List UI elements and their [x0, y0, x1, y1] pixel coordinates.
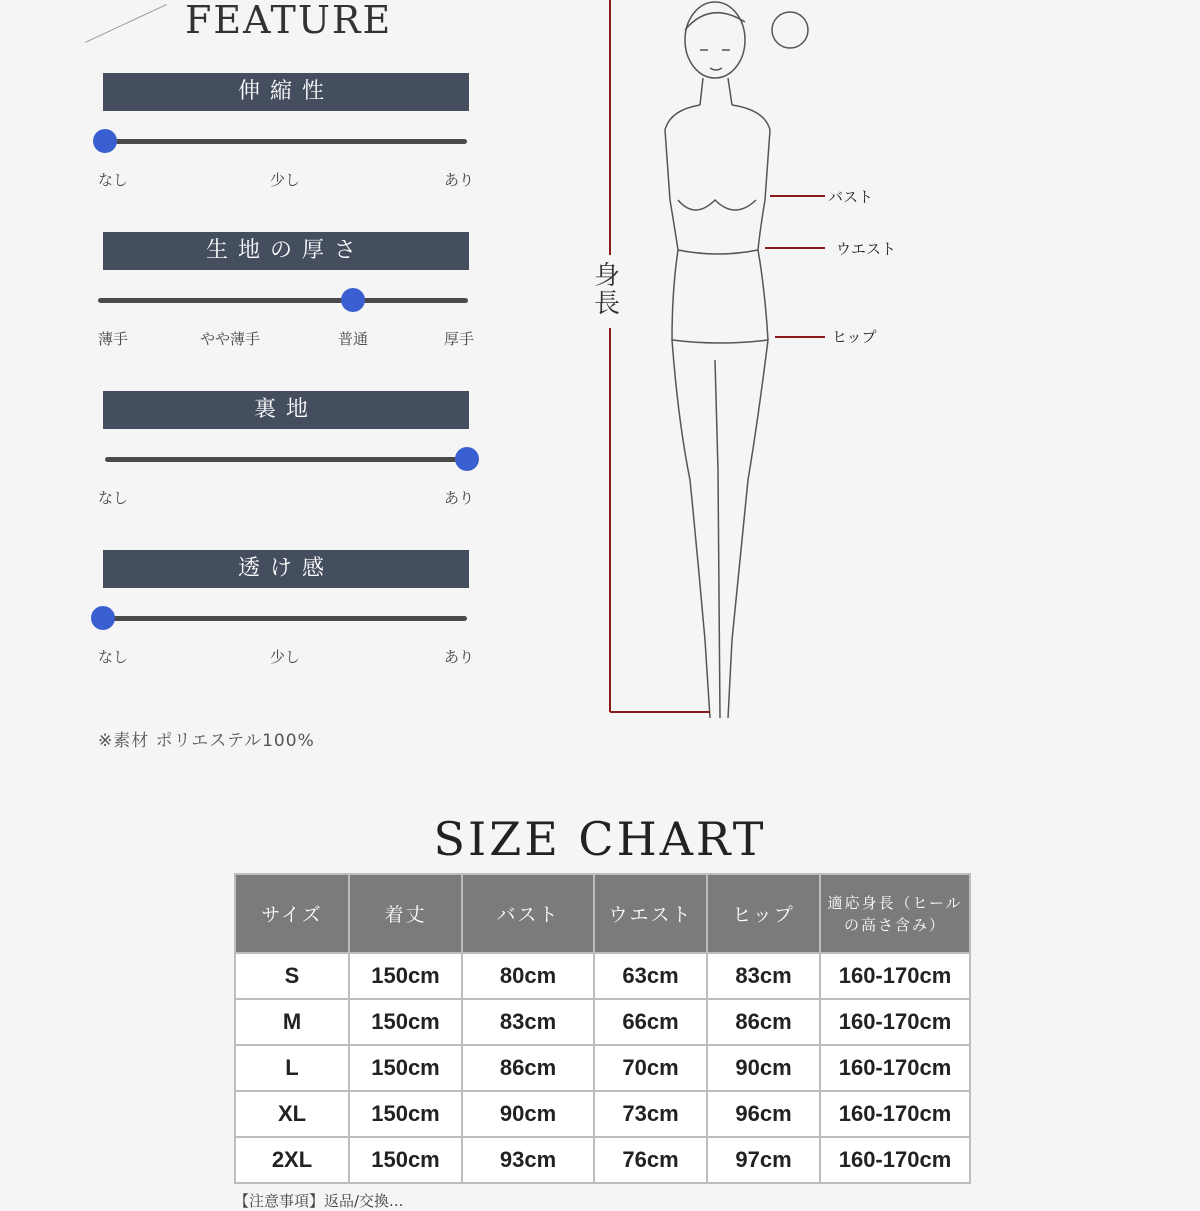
tick-label: なし: [97, 489, 129, 507]
table-cell: 83cm: [462, 999, 594, 1045]
level-track: [105, 139, 467, 144]
table-cell: 150cm: [349, 999, 462, 1045]
table-cell: 86cm: [462, 1045, 594, 1091]
column-header: 着丈: [349, 874, 462, 953]
feature-lining: [95, 391, 475, 511]
feature-title: FEATURE: [185, 0, 393, 42]
table-cell: 2XL: [235, 1137, 349, 1183]
table-row: [235, 1045, 970, 1091]
table-cell: M: [235, 999, 349, 1045]
table-cell: 76cm: [594, 1137, 707, 1183]
tick-label: 普通: [337, 330, 369, 348]
table-row: [235, 1091, 970, 1137]
tick-label: あり: [443, 489, 475, 507]
table-header-row: [235, 874, 970, 953]
body-figure-illustration: [560, 0, 980, 730]
table-cell: 63cm: [594, 953, 707, 999]
table-cell: 70cm: [594, 1045, 707, 1091]
feature-sheerness: [95, 550, 475, 670]
level-track: [103, 616, 467, 621]
table-cell: 160-170cm: [820, 1137, 970, 1183]
table-cell: 160-170cm: [820, 999, 970, 1045]
table-cell: 160-170cm: [820, 1045, 970, 1091]
table-row: [235, 999, 970, 1045]
feature-label: 透け感: [103, 550, 469, 588]
table-row: [235, 953, 970, 999]
level-marker: [93, 129, 117, 153]
table-cell: 96cm: [707, 1091, 820, 1137]
tick-label: なし: [97, 648, 129, 666]
table-cell: 90cm: [707, 1045, 820, 1091]
level-track: [98, 298, 468, 303]
bust-label: バスト: [828, 188, 874, 206]
height-label: 身長: [593, 261, 620, 319]
table-cell: 86cm: [707, 999, 820, 1045]
tick-label: あり: [443, 171, 475, 189]
material-note: ※素材 ポリエステル100%: [98, 731, 315, 751]
feature-label: 裏地: [103, 391, 469, 429]
tick-label: なし: [97, 171, 129, 189]
decorative-line: [85, 4, 167, 43]
table-cell: 97cm: [707, 1137, 820, 1183]
tick-label: やや薄手: [199, 330, 261, 348]
column-header: サイズ: [235, 874, 349, 953]
table-cell: 160-170cm: [820, 1091, 970, 1137]
column-header: 適応身長（ヒールの高さ含み）: [820, 874, 970, 953]
table-cell: 160-170cm: [820, 953, 970, 999]
table-cell: 150cm: [349, 953, 462, 999]
table-cell: 80cm: [462, 953, 594, 999]
level-marker: [341, 288, 365, 312]
level-marker: [91, 606, 115, 630]
waist-label: ウエスト: [836, 240, 897, 258]
feature-thickness: [95, 232, 475, 352]
table-cell: S: [235, 953, 349, 999]
tick-label: 少し: [269, 648, 301, 666]
table-cell: 90cm: [462, 1091, 594, 1137]
tick-label: 厚手: [443, 330, 475, 348]
notice-text: 【注意事項】返品/交換...: [234, 1192, 404, 1210]
table-cell: L: [235, 1045, 349, 1091]
column-header: ウエスト: [594, 874, 707, 953]
feature-stretch: [95, 73, 475, 193]
tick-label: 少し: [269, 171, 301, 189]
table-cell: 73cm: [594, 1091, 707, 1137]
table-cell: 93cm: [462, 1137, 594, 1183]
table-row: [235, 1137, 970, 1183]
tick-label: 薄手: [97, 330, 129, 348]
size-chart-table: [234, 873, 971, 1184]
table-cell: 83cm: [707, 953, 820, 999]
table-cell: XL: [235, 1091, 349, 1137]
column-header: ヒップ: [707, 874, 820, 953]
level-marker: [455, 447, 479, 471]
hip-label: ヒップ: [832, 328, 877, 346]
column-header: バスト: [462, 874, 594, 953]
table-cell: 66cm: [594, 999, 707, 1045]
table-cell: 150cm: [349, 1137, 462, 1183]
table-cell: 150cm: [349, 1091, 462, 1137]
feature-label: 伸縮性: [103, 73, 469, 111]
table-cell: 150cm: [349, 1045, 462, 1091]
size-chart-title: SIZE CHART: [433, 812, 767, 866]
level-track: [105, 457, 467, 462]
tick-label: あり: [443, 648, 475, 666]
feature-label: 生地の厚さ: [103, 232, 469, 270]
